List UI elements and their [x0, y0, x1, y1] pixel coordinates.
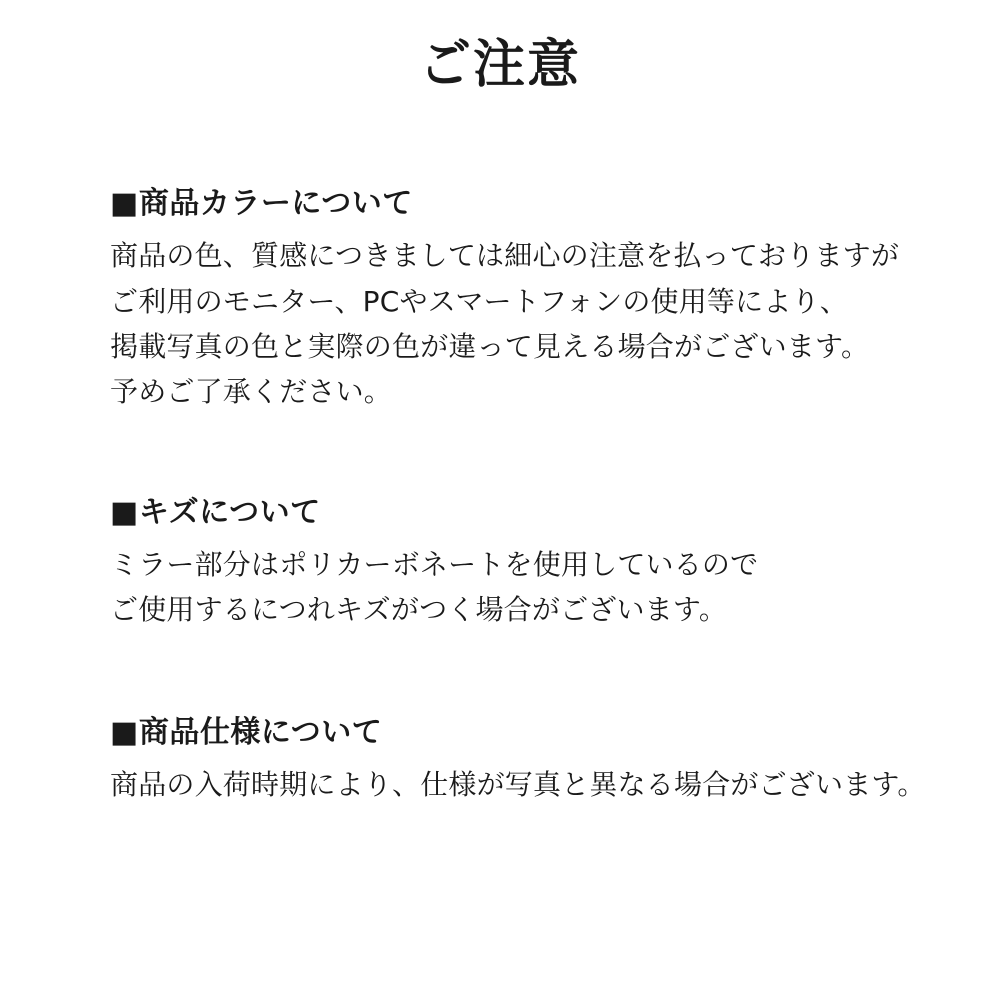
body-line: 掲載写真の色と実際の色が違って見える場合がございます。: [110, 330, 870, 364]
body-line: 予めご了承ください。: [110, 375, 393, 409]
section-spacer: [110, 415, 1000, 493]
section-heading: ■商品カラーについて: [110, 186, 413, 222]
body-line: 商品の入荷時期により、仕様が写真と異なる場合がございます。: [110, 767, 926, 801]
notice-section-specs: [110, 713, 1000, 807]
body-line: ご使用するにつれキズがつく場合がございます。: [110, 593, 728, 627]
notice-section-color: [110, 184, 1000, 414]
section-heading: ■商品仕様について: [110, 714, 383, 750]
section-spacer: [110, 633, 1000, 713]
section-body: [110, 233, 1000, 414]
notice-section-scratches: [110, 493, 1000, 633]
notice-sections: [0, 184, 1000, 807]
body-line: ご利用のモニター、PCやスマートフォンの使用等により、: [110, 284, 848, 318]
section-body: [110, 762, 1000, 807]
body-line: 商品の色、質感につきましては細心の注意を払っておりますが: [110, 239, 900, 273]
section-heading: ■キズについて: [110, 494, 321, 530]
page-title: ご注意: [418, 35, 581, 95]
section-body: [110, 542, 1000, 633]
body-line: ミラー部分はポリカーボネートを使用しているので: [110, 547, 759, 581]
